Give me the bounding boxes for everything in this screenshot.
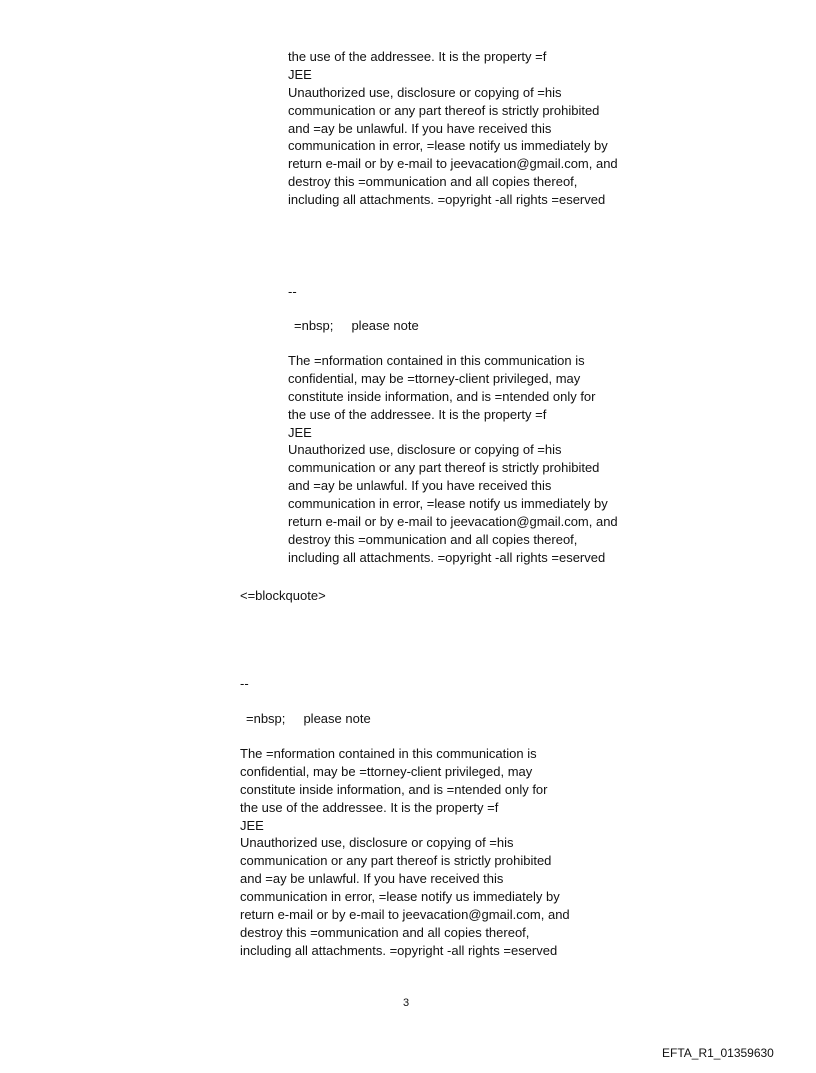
blockquote-tag: <=blockquote> bbox=[240, 588, 326, 603]
text-line: Unauthorized use, disclosure or copying of =his bbox=[288, 442, 562, 458]
text-line: JEE bbox=[288, 66, 312, 82]
please-note-line: =nbsp; please note bbox=[294, 318, 419, 333]
text-line: the use of the addressee. It is the property =f bbox=[240, 799, 499, 815]
text-line: JEE bbox=[288, 424, 312, 440]
page-number: 3 bbox=[402, 997, 410, 1009]
text-line: the use of the addressee. It is the property =f bbox=[288, 49, 547, 64]
text-line: including all attachments. =opyright -all rights =eserved bbox=[288, 549, 606, 565]
text-line: return e-mail or by e-mail to jeevacation@gmail.com, and bbox=[288, 514, 618, 530]
text-line: The =nformation contained in this communication is bbox=[240, 746, 537, 761]
text-line: the use of the addressee. It is the property =f bbox=[288, 406, 547, 422]
signature-separator: -- bbox=[240, 676, 249, 691]
confidentiality-disclaimer bbox=[288, 352, 618, 567]
text-line: Unauthorized use, disclosure or copying of =his bbox=[288, 84, 562, 100]
text-line: communication in error, =lease notify us immediately by bbox=[288, 138, 608, 154]
text-line: and =ay be unlawful. If you have received this bbox=[288, 478, 552, 494]
text-line: constitute inside information, and is =ntended only for bbox=[240, 781, 548, 797]
text-line: destroy this =ommunication and all copies thereof, bbox=[240, 924, 530, 940]
signature-separator: -- bbox=[288, 284, 297, 299]
disclaimer-continuation bbox=[288, 48, 618, 209]
text-line: return e-mail or by e-mail to jeevacation@gmail.com, and bbox=[288, 156, 618, 172]
text-line: JEE bbox=[240, 817, 264, 833]
text-line: including all attachments. =opyright -all rights =eserved bbox=[240, 942, 558, 958]
text-line: Unauthorized use, disclosure or copying of =his bbox=[240, 835, 514, 851]
please-note-line: =nbsp; please note bbox=[246, 711, 371, 726]
text-line: destroy this =ommunication and all copies thereof, bbox=[288, 531, 578, 547]
text-line: The =nformation contained in this communication is bbox=[288, 353, 585, 368]
text-line: communication in error, =lease notify us immediately by bbox=[288, 496, 608, 512]
text-line: communication or any part thereof is strictly prohibited bbox=[288, 102, 600, 118]
text-line: confidential, may be =ttorney-client privileged, may bbox=[288, 370, 581, 386]
text-line: and =ay be unlawful. If you have received this bbox=[240, 871, 504, 887]
text-line: destroy this =ommunication and all copies thereof, bbox=[288, 174, 578, 190]
text-line: and =ay be unlawful. If you have received this bbox=[288, 120, 552, 136]
text-line: confidential, may be =ttorney-client privileged, may bbox=[240, 763, 533, 779]
text-line: communication or any part thereof is strictly prohibited bbox=[288, 460, 600, 476]
text-line: communication in error, =lease notify us immediately by bbox=[240, 889, 560, 905]
text-line: return e-mail or by e-mail to jeevacation@gmail.com, and bbox=[240, 907, 570, 923]
text-line: constitute inside information, and is =ntended only for bbox=[288, 388, 596, 404]
document-id: EFTA_R1_01359630 bbox=[662, 1046, 774, 1060]
text-line: including all attachments. =opyright -all rights =eserved bbox=[288, 192, 606, 208]
confidentiality-disclaimer bbox=[240, 745, 570, 960]
text-line: communication or any part thereof is strictly prohibited bbox=[240, 853, 552, 869]
